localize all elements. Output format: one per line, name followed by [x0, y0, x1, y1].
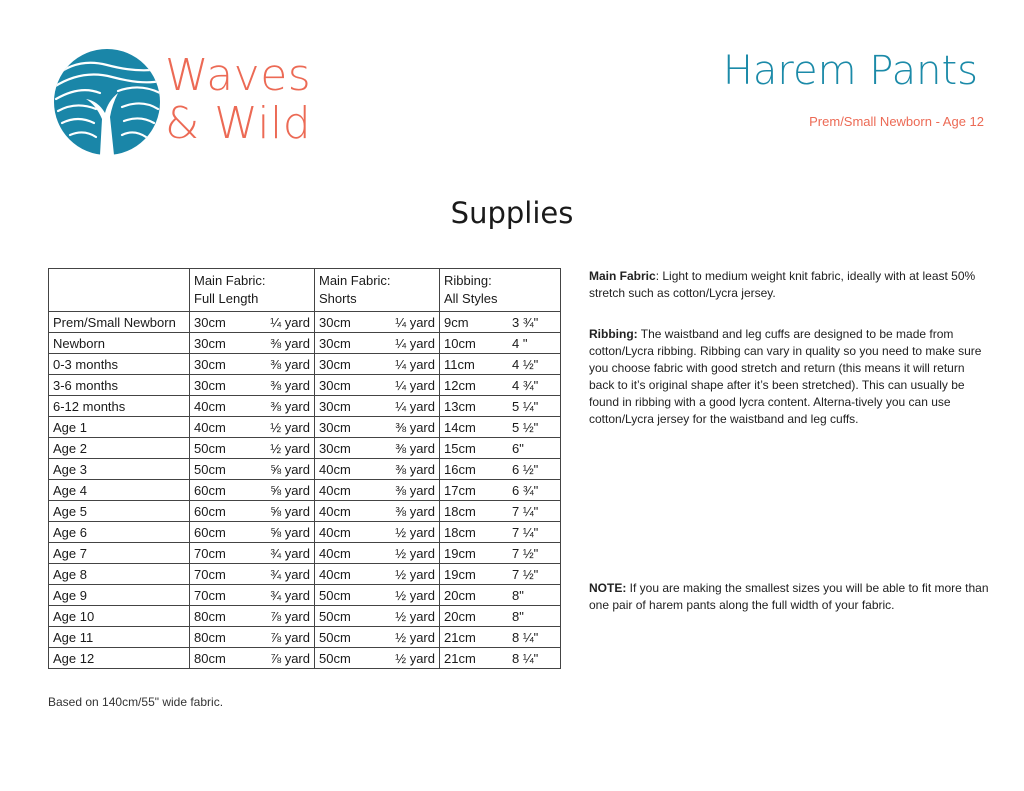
full-length-yard-cell: ⅝ yard	[260, 459, 315, 480]
shorts-cm-cell: 30cm	[315, 375, 386, 396]
full-length-cm-cell: 30cm	[190, 312, 261, 333]
shorts-cm-cell: 30cm	[315, 438, 386, 459]
table-row	[49, 417, 561, 438]
size-cell: Age 9	[49, 585, 190, 606]
ribbing-cm-cell: 17cm	[440, 480, 509, 501]
footnote: Based on 140cm/55" wide fabric.	[48, 695, 224, 709]
full-length-yard-cell: ⅞ yard	[260, 606, 315, 627]
brand-name	[165, 52, 311, 148]
ribbing-cm-cell: 11cm	[440, 354, 509, 375]
full-length-cm-cell: 60cm	[190, 522, 261, 543]
ribbing-inch-cell: 7 ½"	[508, 564, 561, 585]
page-subtitle: Prem/Small Newborn - Age 12	[809, 114, 984, 129]
size-cell: 0-3 months	[49, 354, 190, 375]
ribbing-cm-cell: 18cm	[440, 522, 509, 543]
shorts-cm-cell: 30cm	[315, 417, 386, 438]
note-text: : Light to medium weight knit fabric, ideally with at least 50% stretch such as cotton/Lycra jersey.	[589, 269, 976, 300]
shorts-cm-cell: 40cm	[315, 459, 386, 480]
full-length-cm-cell: 80cm	[190, 648, 261, 669]
full-length-yard-cell: ½ yard	[260, 417, 315, 438]
full-length-yard-cell: ⅝ yard	[260, 522, 315, 543]
shorts-yard-cell: ¼ yard	[385, 312, 440, 333]
brand-line-2: & Wild	[165, 98, 312, 149]
shorts-cm-cell: 40cm	[315, 543, 386, 564]
ribbing-inch-cell: 5 ½"	[508, 417, 561, 438]
main-fabric-note	[589, 268, 989, 302]
full-length-yard-cell: ¾ yard	[260, 585, 315, 606]
header-cell-shorts	[315, 269, 440, 312]
table-body	[49, 312, 561, 669]
shorts-yard-cell: ¼ yard	[385, 396, 440, 417]
full-length-cm-cell: 80cm	[190, 627, 261, 648]
table-row	[49, 459, 561, 480]
full-length-cm-cell: 30cm	[190, 354, 261, 375]
full-length-cm-cell: 40cm	[190, 417, 261, 438]
ribbing-inch-cell: 7 ¼"	[508, 522, 561, 543]
full-length-yard-cell: ⅜ yard	[260, 354, 315, 375]
shorts-cm-cell: 40cm	[315, 522, 386, 543]
shorts-cm-cell: 40cm	[315, 564, 386, 585]
shorts-cm-cell: 30cm	[315, 312, 386, 333]
ribbing-cm-cell: 21cm	[440, 648, 509, 669]
ribbing-cm-cell: 18cm	[440, 501, 509, 522]
shorts-yard-cell: ½ yard	[385, 585, 440, 606]
brand-line-1: Waves	[165, 50, 312, 101]
shorts-cm-cell: 40cm	[315, 480, 386, 501]
shorts-yard-cell: ⅜ yard	[385, 438, 440, 459]
header-cell-full-length	[190, 269, 315, 312]
size-note	[589, 580, 989, 614]
shorts-yard-cell: ⅜ yard	[385, 459, 440, 480]
ribbing-cm-cell: 19cm	[440, 564, 509, 585]
ribbing-inch-cell: 7 ½"	[508, 543, 561, 564]
table-row	[49, 438, 561, 459]
shorts-cm-cell: 30cm	[315, 354, 386, 375]
full-length-yard-cell: ⅜ yard	[260, 375, 315, 396]
full-length-yard-cell: ¾ yard	[260, 564, 315, 585]
size-cell: Age 7	[49, 543, 190, 564]
table-row	[49, 396, 561, 417]
shorts-yard-cell: ¼ yard	[385, 354, 440, 375]
ribbing-cm-cell: 16cm	[440, 459, 509, 480]
size-cell: Age 8	[49, 564, 190, 585]
shorts-cm-cell: 30cm	[315, 396, 386, 417]
full-length-yard-cell: ⅜ yard	[260, 333, 315, 354]
table-row	[49, 501, 561, 522]
ribbing-inch-cell: 8"	[508, 585, 561, 606]
shorts-yard-cell: ½ yard	[385, 648, 440, 669]
shorts-yard-cell: ⅜ yard	[385, 480, 440, 501]
size-cell: Age 4	[49, 480, 190, 501]
size-cell: Age 3	[49, 459, 190, 480]
shorts-cm-cell: 50cm	[315, 627, 386, 648]
ribbing-inch-cell: 4 ¾"	[508, 375, 561, 396]
size-cell: Age 11	[49, 627, 190, 648]
full-length-cm-cell: 50cm	[190, 459, 261, 480]
full-length-cm-cell: 70cm	[190, 564, 261, 585]
shorts-cm-cell: 40cm	[315, 501, 386, 522]
header-label: Main Fabric:	[319, 273, 391, 288]
section-title: Supplies	[450, 196, 574, 230]
ribbing-inch-cell: 6 ½"	[508, 459, 561, 480]
ribbing-cm-cell: 21cm	[440, 627, 509, 648]
full-length-cm-cell: 50cm	[190, 438, 261, 459]
table-row	[49, 648, 561, 669]
shorts-yard-cell: ½ yard	[385, 543, 440, 564]
header-label: Main Fabric:	[194, 273, 266, 288]
full-length-cm-cell: 40cm	[190, 396, 261, 417]
full-length-cm-cell: 70cm	[190, 543, 261, 564]
note-text: If you are making the smallest sizes you will be able to fit more than one pair of harem pants along the full width of your fabric.	[589, 581, 989, 612]
full-length-yard-cell: ⅝ yard	[260, 501, 315, 522]
size-cell: Age 1	[49, 417, 190, 438]
size-cell: Age 10	[49, 606, 190, 627]
ribbing-cm-cell: 20cm	[440, 606, 509, 627]
size-cell: 6-12 months	[49, 396, 190, 417]
ribbing-cm-cell: 12cm	[440, 375, 509, 396]
shorts-yard-cell: ¼ yard	[385, 333, 440, 354]
size-cell: Age 6	[49, 522, 190, 543]
full-length-yard-cell: ¾ yard	[260, 543, 315, 564]
ribbing-inch-cell: 6 ¾"	[508, 480, 561, 501]
table-row	[49, 522, 561, 543]
header-cell-size	[49, 269, 190, 312]
ribbing-cm-cell: 14cm	[440, 417, 509, 438]
header-label: All Styles	[444, 291, 498, 306]
ribbing-cm-cell: 10cm	[440, 333, 509, 354]
ribbing-cm-cell: 9cm	[440, 312, 509, 333]
page-title: Harem Pants	[722, 48, 978, 94]
table-row	[49, 606, 561, 627]
ribbing-cm-cell: 19cm	[440, 543, 509, 564]
table-header-row	[49, 269, 561, 312]
ribbing-inch-cell: 5 ¼"	[508, 396, 561, 417]
full-length-yard-cell: ⅝ yard	[260, 480, 315, 501]
header-label: Shorts	[319, 291, 357, 306]
shorts-cm-cell: 30cm	[315, 333, 386, 354]
size-cell: Age 12	[49, 648, 190, 669]
shorts-yard-cell: ½ yard	[385, 606, 440, 627]
header-cell-ribbing	[440, 269, 561, 312]
ribbing-inch-cell: 8 ¼"	[508, 648, 561, 669]
full-length-cm-cell: 70cm	[190, 585, 261, 606]
shorts-yard-cell: ⅜ yard	[385, 501, 440, 522]
table-row	[49, 543, 561, 564]
shorts-yard-cell: ⅜ yard	[385, 417, 440, 438]
header-label: Full Length	[194, 291, 259, 306]
header-label: Ribbing:	[444, 273, 492, 288]
shorts-yard-cell: ½ yard	[385, 627, 440, 648]
ribbing-inch-cell: 4 ½"	[508, 354, 561, 375]
full-length-cm-cell: 30cm	[190, 333, 261, 354]
table-row	[49, 585, 561, 606]
ribbing-cm-cell: 15cm	[440, 438, 509, 459]
table-row	[49, 354, 561, 375]
note-label: Main Fabric	[589, 269, 656, 283]
note-label: Ribbing:	[589, 327, 638, 341]
shorts-cm-cell: 50cm	[315, 585, 386, 606]
size-cell: Prem/Small Newborn	[49, 312, 190, 333]
full-length-yard-cell: ⅞ yard	[260, 648, 315, 669]
full-length-yard-cell: ⅜ yard	[260, 396, 315, 417]
ribbing-inch-cell: 6"	[508, 438, 561, 459]
shorts-yard-cell: ¼ yard	[385, 375, 440, 396]
size-cell: Newborn	[49, 333, 190, 354]
ribbing-cm-cell: 20cm	[440, 585, 509, 606]
ribbing-inch-cell: 4 "	[508, 333, 561, 354]
note-label: NOTE:	[589, 581, 627, 595]
note-text: The waistband and leg cuffs are designed to be made from cotton/Lycra ribbing. Ribbing can vary in quality so you need to make sure you choose fabric with good stretch and return (this means it will return back to it’s original shape after it’s been stretched). This can usually be found in ribbing with a good lycra content. Alterna-tively you can use cotton/Lycra jersey for the waistband and leg cuffs.	[589, 327, 982, 426]
full-length-cm-cell: 30cm	[190, 375, 261, 396]
waves-tree-logo-icon	[52, 47, 162, 157]
full-length-yard-cell: ¼ yard	[260, 312, 315, 333]
table-row	[49, 564, 561, 585]
shorts-cm-cell: 50cm	[315, 648, 386, 669]
ribbing-inch-cell: 3 ¾"	[508, 312, 561, 333]
shorts-cm-cell: 50cm	[315, 606, 386, 627]
full-length-cm-cell: 80cm	[190, 606, 261, 627]
table-row	[49, 333, 561, 354]
table-row	[49, 312, 561, 333]
full-length-cm-cell: 60cm	[190, 501, 261, 522]
ribbing-note	[589, 326, 989, 428]
size-cell: 3-6 months	[49, 375, 190, 396]
supplies-table	[48, 268, 561, 669]
size-cell: Age 2	[49, 438, 190, 459]
shorts-yard-cell: ½ yard	[385, 522, 440, 543]
shorts-yard-cell: ½ yard	[385, 564, 440, 585]
full-length-yard-cell: ⅞ yard	[260, 627, 315, 648]
full-length-cm-cell: 60cm	[190, 480, 261, 501]
table-row	[49, 375, 561, 396]
ribbing-inch-cell: 7 ¼"	[508, 501, 561, 522]
table-row	[49, 480, 561, 501]
ribbing-inch-cell: 8 ¼"	[508, 627, 561, 648]
size-cell: Age 5	[49, 501, 190, 522]
ribbing-inch-cell: 8"	[508, 606, 561, 627]
full-length-yard-cell: ½ yard	[260, 438, 315, 459]
ribbing-cm-cell: 13cm	[440, 396, 509, 417]
table-row	[49, 627, 561, 648]
